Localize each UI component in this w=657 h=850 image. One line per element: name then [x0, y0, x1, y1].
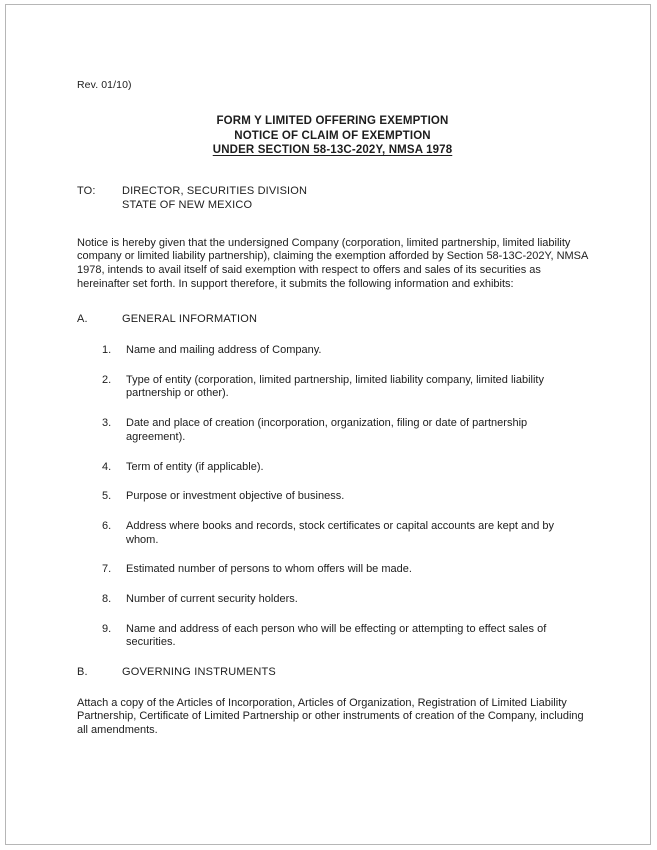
section-heading-a [77, 313, 588, 327]
title-line-1: FORM Y LIMITED OFFERING EXEMPTION [216, 115, 449, 127]
list-item [77, 417, 588, 444]
document-content [77, 79, 588, 738]
item-number: 2. [102, 373, 112, 386]
item-number: 1. [102, 344, 112, 356]
item-text: Type of entity (corporation, limited partnership, limited liability company, limited liability partnership or other). [126, 373, 544, 400]
item-text: Name and mailing address of Company. [126, 344, 322, 356]
addressee-label: TO: [77, 184, 96, 197]
item-text: Address where books and records, stock certificates or capital accounts are kept and by whom. [126, 519, 554, 546]
list-item [77, 374, 588, 401]
list-item [77, 520, 588, 547]
list-item [77, 623, 588, 650]
governing-instruments-paragraph: Attach a copy of the Articles of Incorporation, Articles of Organization, Registration of Limited Liability Partnership, Certificate of Limited Partnership or other instruments of creation of the Company, including all amendments. [77, 696, 584, 737]
section-title-b: GOVERNING INSTRUMENTS [122, 666, 276, 679]
document-title-block [77, 114, 588, 158]
item-number: 8. [102, 593, 112, 606]
item-number: 5. [102, 490, 112, 503]
list-item [77, 344, 588, 358]
item-text: Date and place of creation (incorporation, organization, filing or date of partnership agreement). [126, 417, 528, 443]
addressee-lines [122, 184, 588, 213]
general-information-items [77, 344, 588, 650]
section-heading-b [77, 666, 588, 680]
list-item [77, 563, 588, 577]
title-line-3: UNDER SECTION 58-13C-202Y, NMSA 1978 [212, 144, 453, 157]
document-sheet [6, 5, 650, 844]
item-number: 3. [102, 417, 112, 430]
item-number: 6. [102, 519, 112, 532]
addressee-line-2: STATE OF NEW MEXICO [122, 199, 253, 212]
addressee-block [77, 184, 588, 213]
item-number: 9. [102, 622, 112, 635]
section-letter-a: A. [77, 313, 88, 326]
item-number: 4. [102, 460, 112, 473]
item-text: Number of current security holders. [126, 593, 298, 606]
revision-label: Rev. 01/10) [77, 79, 132, 91]
section-b [77, 666, 588, 738]
section-letter-b: B. [77, 666, 88, 679]
item-text: Estimated number of persons to whom offers will be made. [126, 563, 412, 576]
list-item [77, 593, 588, 607]
list-item [77, 461, 588, 475]
list-item [77, 490, 588, 504]
item-text: Term of entity (if applicable). [126, 460, 264, 473]
page-frame [5, 4, 651, 845]
item-text: Purpose or investment objective of business. [126, 490, 345, 503]
title-line-2: NOTICE OF CLAIM OF EXEMPTION [234, 129, 431, 142]
notice-paragraph: Notice is hereby given that the undersigned Company (corporation, limited partnership, limited liability company or limited liability partnership), claiming the exemption afforded by Section 58-13C-202Y, NMSA 1978, intends to avail itself of said exemption with respect to offers and sales of its securities as hereinafter set forth. In support therefore, it submits the following information and exhibits: [77, 236, 588, 290]
section-title-a: GENERAL INFORMATION [122, 313, 258, 326]
item-number: 7. [102, 563, 112, 576]
addressee-line-1: DIRECTOR, SECURITIES DIVISION [122, 184, 308, 197]
item-text: Name and address of each person who will be effecting or attempting to effect sales of securities. [126, 622, 547, 649]
